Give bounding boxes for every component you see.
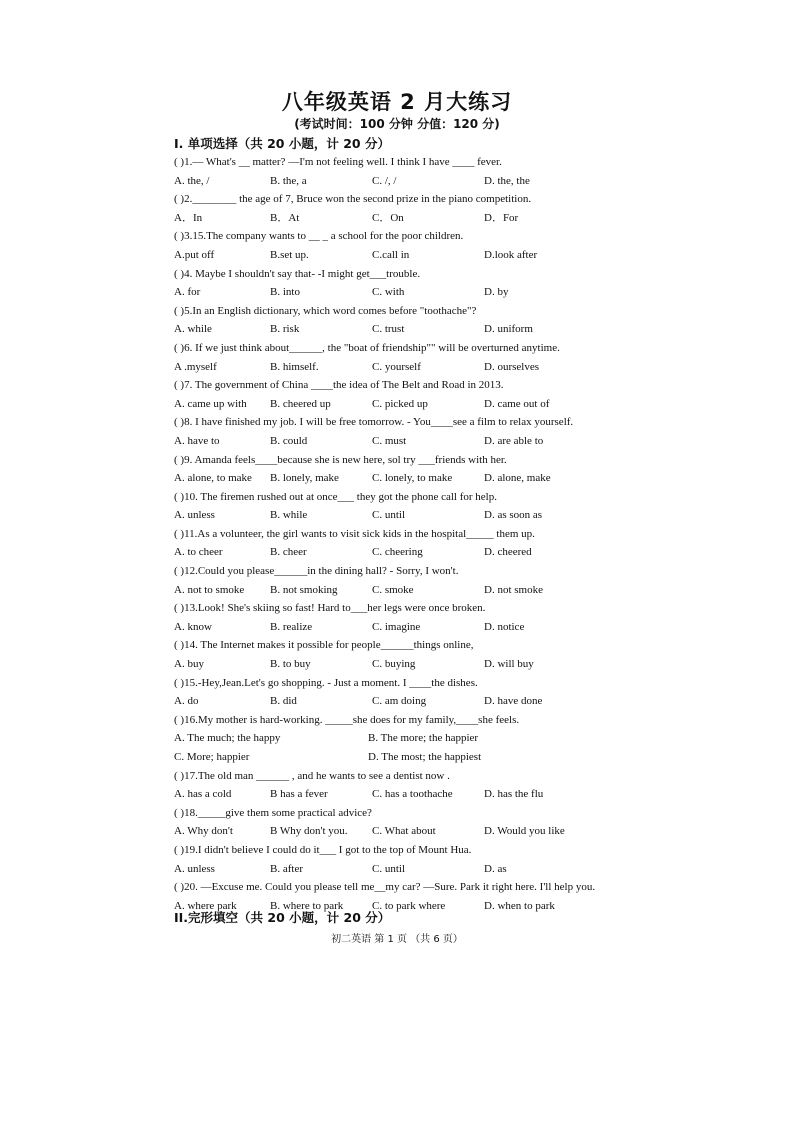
question-stem: ( )20. —Excuse me. Could you please tell me__my car? —Sure. Park it right here. I'll help you.: [174, 881, 596, 894]
answer-option: D. came out of: [484, 397, 550, 410]
answer-option: C. has a toothache: [372, 788, 453, 801]
answer-option: D．For: [484, 211, 519, 224]
question-stem: ( )18._____give them some practical advice?: [174, 806, 372, 819]
question-stem: ( )8. I have finished my job. I will be free tomorrow. - You____see a film to relax yourself.: [174, 416, 574, 429]
answer-option: A.put off: [174, 248, 215, 261]
answer-option: A. not to smoke: [174, 583, 245, 596]
answer-options: [174, 618, 674, 637]
answer-option: B.set up.: [270, 248, 309, 261]
answer-option: B. risk: [270, 323, 300, 336]
question-stem: ( )7. The government of China ____the idea of The Belt and Road in 2013.: [174, 379, 504, 392]
answer-option: C. lonely, to make: [372, 472, 453, 485]
answer-option: A. unless: [174, 862, 215, 875]
answer-option: A. to cheer: [174, 546, 223, 559]
answer-option: B. after: [270, 862, 303, 875]
answer-option: D. The most; the happiest: [368, 751, 482, 763]
answer-option: D. not smoke: [484, 583, 543, 596]
answer-option: D. ourselves: [484, 360, 539, 373]
page-footer: 初二英语 第 1 页 （共 6 页）: [331, 934, 463, 945]
answer-option: D. notice: [484, 620, 525, 633]
answer-option: C. cheering: [372, 546, 423, 559]
answer-options: [174, 748, 674, 767]
answer-option: A. the, /: [174, 174, 210, 187]
answer-option: A. Why don't: [174, 825, 233, 838]
answer-option: C. until: [372, 509, 406, 522]
answer-option: C. What about: [372, 825, 436, 838]
question-stem: ( )13.Look! She's skiing so fast! Hard to___her legs were once broken.: [174, 602, 486, 615]
answer-option: A. while: [174, 323, 212, 336]
answer-option: C. yourself: [372, 360, 421, 373]
answer-option: D.look after: [484, 248, 538, 261]
answer-option: D. cheered: [484, 546, 532, 559]
answer-option: A. for: [174, 286, 201, 299]
answer-option: A. buy: [174, 658, 204, 671]
answer-option: D. has the flu: [484, 788, 544, 801]
question-stem: ( )10. The firemen rushed out at once___ they got the phone call for help.: [174, 490, 497, 503]
answer-option: B. cheer: [270, 546, 307, 559]
question-stem: ( )9. Amanda feels____because she is new here, sol try ___friends with her.: [174, 453, 507, 466]
answer-option: B. to buy: [270, 658, 311, 671]
answer-option: C. buying: [372, 658, 416, 671]
answer-options: [174, 172, 674, 191]
answer-option: D. as: [484, 862, 507, 875]
answer-option: C. with: [372, 286, 405, 299]
answer-option: C. to park where: [372, 899, 446, 912]
answer-option: B. could: [270, 434, 308, 447]
answer-options: [174, 209, 674, 228]
answer-options: [174, 246, 674, 265]
answer-option: A .myself: [174, 360, 217, 373]
answer-option: B. while: [270, 509, 308, 522]
answer-options: [174, 543, 674, 562]
answer-option: A. where park: [174, 899, 237, 912]
question-stem: ( )3.15.The company wants to __ _ a school for the poor children.: [174, 230, 464, 243]
answer-options: [174, 581, 674, 600]
answer-option: B. lonely, make: [270, 472, 339, 485]
answer-options: [174, 432, 674, 451]
answer-option: B．At: [270, 211, 300, 224]
answer-options: [174, 469, 674, 488]
answer-option: D. uniform: [484, 323, 533, 336]
section-heading-cloze: II.完形填空（共 20 小题，计 20 分）: [174, 910, 391, 925]
question-stem: ( )5.In an English dictionary, which word comes before "toothache"?: [174, 304, 477, 317]
answer-option: A. has a cold: [174, 788, 232, 801]
answer-option: B. did: [270, 695, 297, 708]
answer-option: B. the, a: [270, 174, 307, 187]
question-stem: ( )12.Could you please______in the dining hall? - Sorry, I won't.: [174, 565, 459, 578]
answer-option: B. where to park: [270, 899, 344, 912]
answer-option: A. have to: [174, 434, 220, 447]
answer-options: [174, 822, 674, 841]
question-stem: ( )14. The Internet makes it possible for people______things online,: [174, 639, 474, 652]
answer-options: [174, 860, 674, 879]
answer-option: D. the, the: [484, 174, 530, 187]
answer-option: C. imagine: [372, 620, 421, 633]
answer-option: C. trust: [372, 323, 405, 336]
answer-option: A. know: [174, 620, 212, 633]
answer-options: [174, 320, 674, 339]
answer-options: [174, 395, 674, 414]
answer-option: C. picked up: [372, 397, 428, 410]
answer-option: C. More; happier: [174, 751, 250, 763]
answer-options: [174, 785, 674, 804]
answer-option: D. by: [484, 286, 509, 299]
question-stem: ( )2.________ the age of 7, Bruce won the second prize in the piano competition.: [174, 193, 532, 206]
answer-option: A. came up with: [174, 397, 247, 410]
answer-option: C. until: [372, 862, 406, 875]
answer-option: B. not smoking: [270, 583, 338, 596]
answer-option: C.call in: [372, 248, 410, 261]
question-stem: ( )11.As a volunteer, the girl wants to visit sick kids in the hospital_____ them up.: [174, 527, 535, 540]
answer-option: A. alone, to make: [174, 472, 252, 485]
answer-option: B. realize: [270, 620, 313, 633]
answer-option: B has a fever: [270, 788, 328, 801]
question-stem: ( )17.The old man ______ , and he wants to see a dentist now .: [174, 769, 450, 782]
answer-option: C．On: [372, 211, 404, 224]
question-stem: ( )16.My mother is hard-working. _____she does for my family,____she feels.: [174, 713, 520, 726]
answer-option: C. smoke: [372, 583, 414, 596]
answer-option: D. will buy: [484, 658, 534, 671]
answer-option: B. himself.: [270, 360, 319, 373]
answer-option: A. The much; the happy: [174, 732, 281, 745]
question-stem: ( )15.-Hey,Jean.Let's go shopping. - Just a moment. I ____the dishes.: [174, 676, 478, 689]
answer-option: B. into: [270, 286, 300, 299]
answer-option: D. are able to: [484, 434, 544, 447]
question-stem: ( )6. If we just think about______, the "boat of friendship"" will be overturned anytime.: [174, 341, 560, 354]
answer-option: C. must: [372, 434, 407, 447]
answer-option: D. as soon as: [484, 509, 543, 522]
answer-options: [174, 655, 674, 674]
answer-option: C. am doing: [372, 695, 427, 708]
exam-info: (考试时间：100 分钟 分值：120 分): [294, 117, 500, 131]
answer-option: B. The more; the happier: [368, 732, 479, 745]
answer-option: A. do: [174, 695, 199, 708]
question-stem: ( )1.— What's __ matter? —I'm not feeling well. I think I have ____ fever.: [174, 156, 502, 168]
answer-options: [174, 283, 674, 302]
answer-option: D. when to park: [484, 899, 555, 912]
answer-option: A. unless: [174, 509, 215, 522]
answer-options: [174, 692, 674, 711]
answer-option: C. /, /: [372, 174, 397, 187]
section-heading-multiple-choice: I. 单项选择（共 20 小题，计 20 分）: [174, 136, 390, 151]
answer-option: A．In: [174, 211, 203, 224]
answer-option: B. cheered up: [270, 397, 331, 410]
answer-option: D. alone, make: [484, 472, 551, 485]
answer-options: [174, 358, 674, 377]
answer-option: D. Would you like: [484, 825, 565, 838]
answer-option: B Why don't you.: [270, 825, 348, 838]
question-list: [174, 153, 674, 915]
answer-options: [174, 506, 674, 525]
question-stem: ( )4. Maybe I shouldn't say that- -I might get___trouble.: [174, 267, 421, 280]
question-stem: ( )19.I didn't believe I could do it___ I got to the top of Mount Hua.: [174, 843, 472, 856]
page-title: 八年级英语 2 月大练习: [281, 90, 513, 114]
answer-options: [174, 729, 674, 748]
answer-option: D. have done: [484, 695, 543, 708]
